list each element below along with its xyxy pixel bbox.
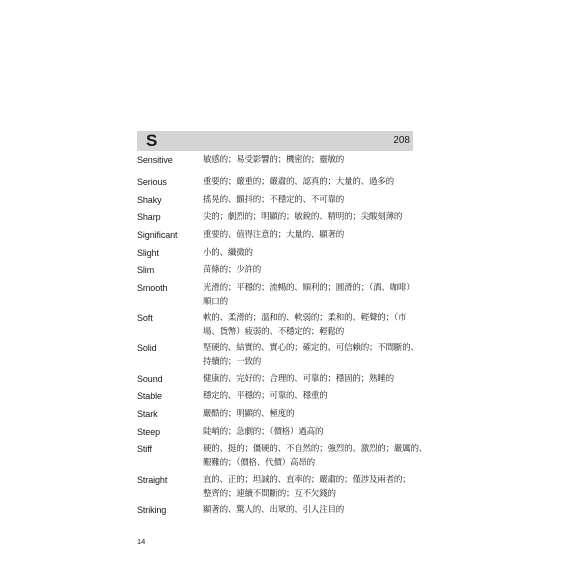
entry-word: Straight xyxy=(137,475,168,485)
definition-line: 整齊的；連續不間斷的；互不欠錢的 xyxy=(203,489,336,499)
definition-line: 苗條的；少許的 xyxy=(203,265,262,275)
entry-definition xyxy=(203,193,417,207)
definition-line: 小的、纖微的 xyxy=(203,248,253,258)
definition-line: 直的、正的；坦誠的、直率的；嚴肅的；僅涉及兩者的； xyxy=(203,475,411,485)
entry-definition xyxy=(203,228,417,242)
entry-definition xyxy=(203,281,417,309)
definition-line: 持續的；一致的 xyxy=(203,357,262,367)
definition-line: 艱難的；（價格、代價）高昂的 xyxy=(203,458,315,468)
entry-word: Stable xyxy=(137,391,162,401)
entry-definition xyxy=(203,153,417,167)
entry-definition xyxy=(203,372,417,386)
entry-definition xyxy=(203,473,417,501)
entry-word: Significant xyxy=(137,230,178,240)
definition-line: 重要的；嚴重的；嚴肅的、認真的；大量的、過多的 xyxy=(203,177,394,187)
entry-word: Soft xyxy=(137,313,153,323)
section-header-bar xyxy=(137,131,413,151)
definition-line: 重要的、值得注意的；大量的、顯著的 xyxy=(203,230,345,240)
entry-definition xyxy=(203,503,417,517)
definition-line: 敏感的；易受影響的；機密的；靈敏的 xyxy=(203,155,345,165)
entry-word: Serious xyxy=(137,177,167,187)
entry-word: Striking xyxy=(137,505,167,515)
entry-word: Slim xyxy=(137,265,155,275)
entry-word: Shaky xyxy=(137,195,162,205)
entry-definition xyxy=(203,407,417,421)
definition-line: 嚴酷的；明顯的、極度的 xyxy=(203,409,295,419)
definition-line: 陡峭的；急劇的；（價格）過高的 xyxy=(203,427,324,437)
entry-word: Smooth xyxy=(137,283,168,293)
definition-line: 順口的 xyxy=(203,297,228,307)
entry-word: Slight xyxy=(137,248,159,258)
entry-definition xyxy=(203,425,417,439)
entry-word: Stiff xyxy=(137,444,152,454)
entry-word: Sound xyxy=(137,374,163,384)
entry-definition xyxy=(203,210,417,224)
entry-word: Solid xyxy=(137,343,157,353)
entry-definition xyxy=(203,311,417,339)
definition-line: 尖的；劇烈的；明顯的；敏銳的、精明的；尖酸刻薄的 xyxy=(203,212,403,222)
entry-word: Sensitive xyxy=(137,155,173,165)
entry-word: Stark xyxy=(137,409,158,419)
entry-word: Steep xyxy=(137,427,161,437)
page-folio: 14 xyxy=(137,537,146,546)
definition-line: 硬的、挺的；僵硬的、不自然的；強烈的、激烈的；嚴厲的、 xyxy=(203,444,428,454)
entry-definition xyxy=(203,246,417,260)
definition-line: 搖晃的、顫抖的；不穩定的、不可靠的 xyxy=(203,195,345,205)
entry-word: Sharp xyxy=(137,212,161,222)
definition-line: 健康的、完好的；合理的、可靠的；穩固的；熟睡的 xyxy=(203,374,394,384)
entry-definition xyxy=(203,175,417,189)
entry-definition xyxy=(203,389,417,403)
definition-line: 光滑的；平穩的；流暢的、順利的；圓滑的；（酒、咖啡） xyxy=(203,283,415,293)
definition-line: 場、貨幣）疲弱的、不穩定的；輕鬆的 xyxy=(203,327,345,337)
entry-definition xyxy=(203,442,428,470)
section-letter: S xyxy=(146,131,158,150)
definition-line: 軟的、柔滑的；溫和的、軟弱的；柔和的、輕聲的；（市 xyxy=(203,313,407,323)
definition-line: 堅硬的、結實的、實心的；確定的、可信賴的；不間斷的、 xyxy=(203,343,419,353)
entry-definition xyxy=(203,341,417,369)
definition-line: 穩定的、平穩的；可靠的、穩重的 xyxy=(203,391,328,401)
definition-line: 顯著的、驚人的、出眾的、引人注目的 xyxy=(203,505,345,515)
entry-definition xyxy=(203,263,417,277)
section-page-number: 208 xyxy=(393,135,410,146)
